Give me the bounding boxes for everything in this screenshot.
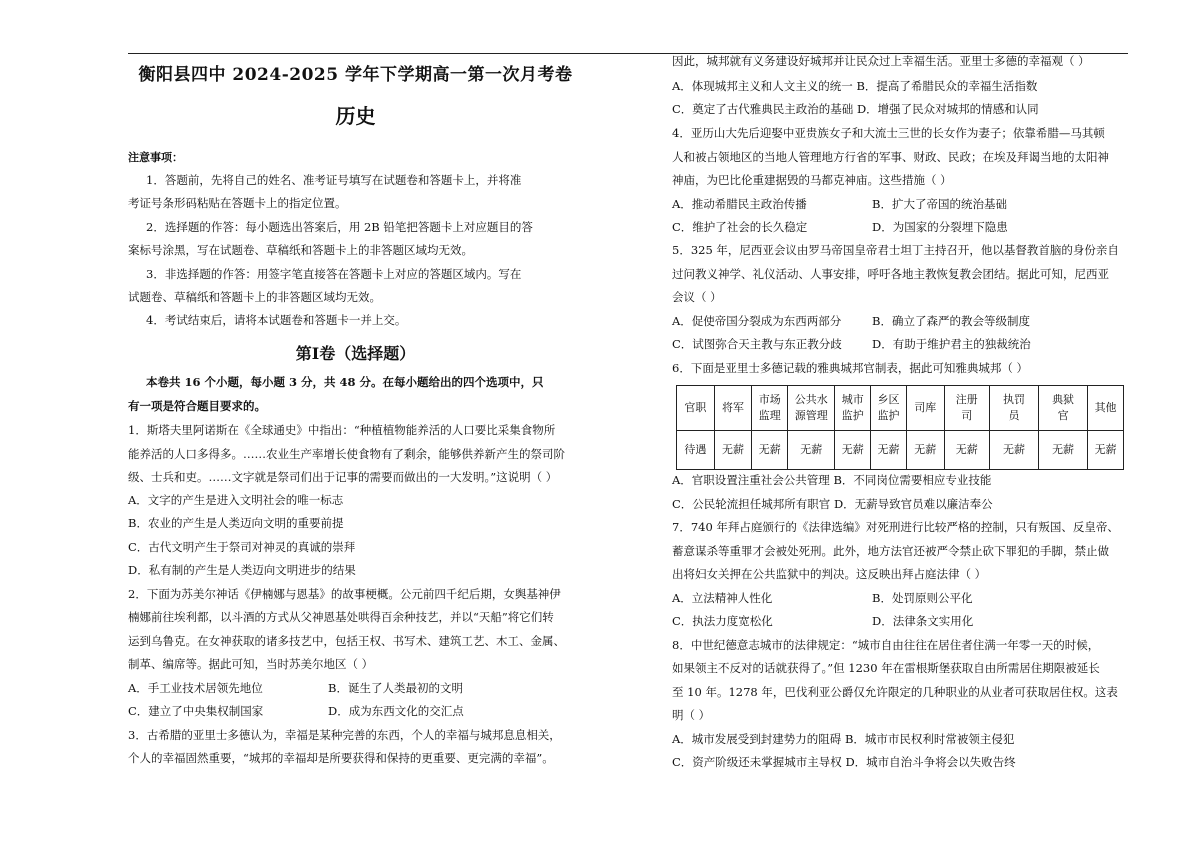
table-cell: 无薪: [989, 431, 1038, 470]
table-header-cell: [989, 386, 1038, 431]
option-line: C．古代文明产生于祭司对神灵的真诚的崇拜: [128, 540, 356, 554]
option-line: A．城市发展受到封建势力的阻碍 B．城市市民权利时常被领主侵犯: [672, 732, 1015, 746]
table-cell: 待遇: [677, 431, 715, 470]
option-line: A．官职设置注重社会公共管理 B．不同岗位需要相应专业技能: [672, 473, 992, 487]
table-cell: 无薪: [1088, 431, 1124, 470]
option-line: A．文字的产生是进入文明社会的唯一标志: [128, 493, 344, 507]
question-line: 2．下面为苏美尔神话《伊楠娜与恩基》的故事梗概。公元前四千纪后期，女舆基神伊: [128, 587, 561, 601]
table-header-text: 司: [961, 409, 973, 422]
option-c: C．维护了社会的长久稳定: [672, 220, 808, 234]
table-cell: 无薪: [906, 431, 944, 470]
table-header-cell: 其他: [1088, 386, 1124, 431]
section-intro: 有一项是符合题目要求的。: [128, 399, 266, 413]
table-header-text: 公共水: [794, 392, 828, 406]
table-header-text: 监护: [877, 409, 900, 422]
table-header-cell: 官职: [677, 386, 715, 431]
table-header-text: 乡区: [877, 392, 900, 406]
question-line: 明（ ）: [672, 708, 711, 722]
table-row: [677, 431, 1124, 470]
option-d: D．为国家的分裂埋下隐患: [872, 220, 1008, 234]
section-title: 第Ⅰ卷（选择题）: [295, 344, 416, 363]
question-line: 蓄意谋杀等重罪才会被处死刑。此外，地方法官还被严令禁止砍下罪犯的手脚，禁止做: [672, 544, 1109, 558]
question-line: 个人的幸福固然重要，“城邦的幸福却是所要获得和保持的更重要、更完满的幸福”。: [128, 751, 554, 765]
option-c: C．试图弥合天主教与东正教分歧: [672, 337, 842, 351]
question-line: 1．斯塔夫里阿诺斯在《全球通史》中指出：“种植植物能养活的人口要比采集食物所: [128, 423, 556, 437]
table-cell: 无薪: [944, 431, 989, 470]
question-line: 8．中世纪德意志城市的法律规定：“城市自由往往在居住者住满一年零一天的时候，: [672, 638, 1100, 652]
question-line: 7．740 年拜占庭颁行的《法律选编》对死刑进行比较严格的控制，只有叛国、反皇帝、: [672, 520, 1119, 534]
question-line: 运到乌鲁克。在女神获取的诸多技艺中，包括王权、书写术、建筑工艺、木工、金属、: [128, 634, 565, 648]
table-header-cell: [835, 386, 871, 431]
notice-line: 2．选择题的作答：每小题选出答案后，用 2B 铅笔把答题卡上对应题目的答: [146, 220, 533, 234]
table-header-cell: [788, 386, 835, 431]
table-header-cell: 将军: [714, 386, 752, 431]
table-header-cell: 司库: [906, 386, 944, 431]
option-b: B．诞生了人类最初的文明: [328, 681, 463, 695]
option-line: C．奠定了古代雅典民主政治的基础 D．增强了民众对城邦的情感和认同: [672, 102, 1039, 116]
table-header-text: 员: [1008, 409, 1020, 422]
officials-table: [676, 385, 1124, 470]
notice-line: 4．考试结束后，请将本试题卷和答题卡一并上交。: [146, 313, 407, 327]
table-cell: 无薪: [1039, 431, 1088, 470]
table-header-cell: [944, 386, 989, 431]
option-b: B．处罚原则公平化: [872, 591, 973, 605]
question-line: 6．下面是亚里士多德记载的雅典城邦官制表，据此可知雅典城邦（ ）: [672, 361, 1028, 375]
option-line: D．私有制的产生是人类迈向文明进步的结果: [128, 563, 356, 577]
question-line: 能养活的人口多得多。……农业生产率增长使食物有了剩余，能够供养新产生的祭司阶: [128, 447, 565, 461]
option-d: D．法律条文实用化: [872, 614, 974, 628]
table-header-text: 官: [1057, 409, 1069, 422]
notice-line: 3．非选择题的作答：用签字笔直接答在答题卡上对应的答题区域内。写在: [146, 267, 522, 281]
table-header-text: 源管理: [794, 409, 828, 422]
table-header-text: 市场: [758, 392, 781, 406]
question-line: 会议（ ）: [672, 290, 722, 304]
question-line: 3．古希腊的亚里士多德认为，幸福是某种完善的东西，个人的幸福与城邦息息相关，: [128, 728, 561, 742]
option-line: B．农业的产生是人类迈向文明的重要前提: [128, 516, 344, 530]
option-line: C．资产阶级还未掌握城市主导权 D．城市自治斗争将会以失败告终: [672, 755, 1016, 769]
table-cell: 无薪: [835, 431, 871, 470]
question-line: 至 10 年。1278 年，巴伐利亚公爵仅允许限定的几种职业的从业者可获取居住权。这表: [672, 685, 1118, 699]
question-line: 因此，城邦就有义务建设好城邦并让民众过上幸福生活。亚里士多德的幸福观（ ）: [672, 54, 1090, 68]
subject-title: 历史: [335, 104, 376, 128]
table-header-cell: [752, 386, 788, 431]
option-b: B．扩大了帝国的统治基础: [872, 197, 1007, 211]
table-cell: 无薪: [871, 431, 907, 470]
table-header-text: 典狱: [1052, 392, 1075, 406]
section-intro: 本卷共 16 个小题，每小题 3 分，共 48 分。在每小题给出的四个选项中，只: [146, 375, 544, 389]
option-d: D．成为东西文化的交汇点: [328, 704, 464, 718]
question-line: 出将妇女关押在公共监狱中的判决。这反映出拜占庭法律（ ）: [672, 567, 987, 581]
notice-line: 1．答题前，先将自己的姓名、准考证号填写在试题卷和答题卡上，并将准: [146, 173, 522, 187]
question-line: 过问教义神学、礼仪活动、人事安排，呼吁各地主教恢复教会团结。据此可知，尼西亚: [672, 267, 1109, 281]
option-line: C．公民轮流担任城邦所有职官 D．无薪导致官员难以廉洁奉公: [672, 497, 993, 511]
table-cell: 无薪: [788, 431, 835, 470]
notice-line: 案标号涂黑，写在试题卷、草稿纸和答题卡上的非答题区域均无效。: [128, 243, 473, 257]
question-line: 5．325 年，尼西亚会议由罗马帝国皇帝君士坦丁主持召开，他以基督教首脑的身份亲自: [672, 243, 1119, 257]
table-header-text: 执罚: [1002, 392, 1025, 406]
option-a: A．手工业技术居领先地位: [128, 681, 263, 695]
option-a: A．立法精神人性化: [672, 591, 773, 605]
question-line: 级、士兵和吏。……文字就是祭司们出于记事的需要而做出的一大发明。”这说明（ ）: [128, 470, 558, 484]
table-cell: 无薪: [714, 431, 752, 470]
notice-line: 试题卷、草稿纸和答题卡上的非答题区域均无效。: [128, 290, 381, 304]
table-header-text: 监护: [841, 409, 864, 422]
question-line: 人和被占领地区的当地人管理地方行省的军事、财政、民政；在埃及拜谒当地的太阳神: [672, 150, 1109, 164]
table-header-text: 城市: [841, 392, 864, 406]
table-cell: 无薪: [752, 431, 788, 470]
option-c: C．建立了中央集权制国家: [128, 704, 264, 718]
question-line: 制革、编席等。据此可知，当时苏美尔地区（ ）: [128, 657, 374, 671]
notice-line: 考证号条形码粘贴在答题卡上的指定位置。: [128, 196, 347, 210]
table-header-cell: [871, 386, 907, 431]
notice-heading: 注意事项：: [128, 151, 183, 164]
table-row: [677, 386, 1124, 431]
option-a: A．促使帝国分裂成为东西两部分: [672, 314, 842, 328]
question-line: 楠娜前往埃利都，以斗酒的方式从父神恩基处哄得百余种技艺，并以“天船”将它们转: [128, 610, 554, 624]
question-line: 神庙，为巴比伦重建据毁的马都克神庙。这些措施（ ）: [672, 173, 952, 187]
question-line: 4．亚历山大先后迎娶中亚贵族女子和大流士三世的长女作为妻子；依靠希腊—马其顿: [672, 126, 1105, 140]
table-header-text: 监理: [758, 409, 781, 422]
question-line: 如果领主不反对的话就获得了。”但 1230 年在雷根斯堡获取自由所需居住期限被延长: [672, 661, 1100, 675]
option-line: A．体现城邦主义和人文主义的统一 B．提高了希腊民众的幸福生活指数: [672, 79, 1038, 93]
exam-title: 衡阳县四中 2024-2025 学年下学期高一第一次月考卷: [138, 65, 573, 85]
table-header-cell: [1039, 386, 1088, 431]
table-header-text: 注册: [955, 392, 978, 406]
option-d: D．有助于维护君主的独裁统治: [872, 337, 1031, 351]
option-c: C．执法力度宽松化: [672, 614, 773, 628]
option-b: B．确立了森严的教会等级制度: [872, 314, 1030, 328]
option-a: A．推动希腊民主政治传播: [672, 197, 807, 211]
